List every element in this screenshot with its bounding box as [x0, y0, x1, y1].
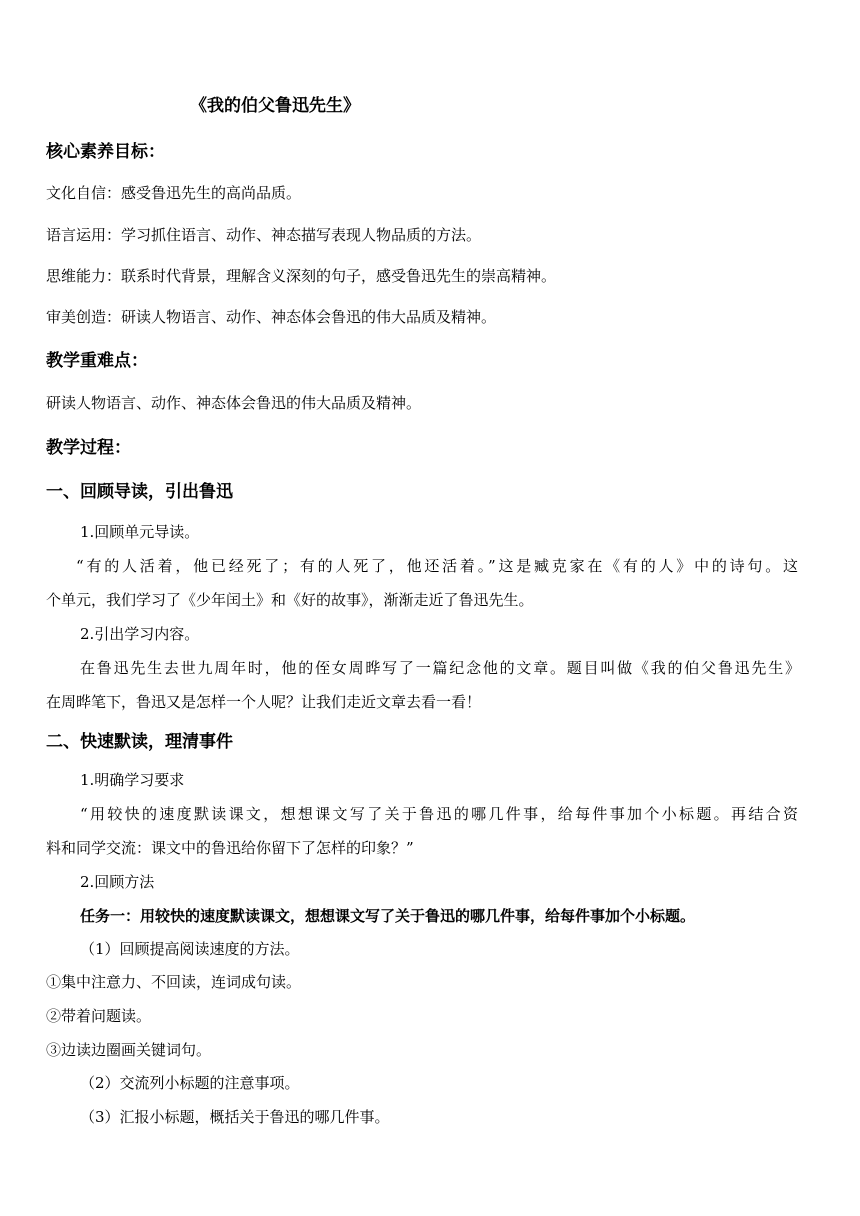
subsection-3: （3）汇报小标题，概括关于鲁迅的哪几件事。: [80, 1108, 390, 1126]
section-one-item-1: 1.回顾单元导读。: [80, 523, 200, 541]
subsection-2: （2）交流列小标题的注意事项。: [80, 1074, 300, 1092]
core-goal-item: 审美创造：研读人物语言、动作、神态体会鲁迅的伟大品质及精神。: [46, 308, 497, 326]
bullet-item-3: ③边读边圈画关键词句。: [46, 1041, 212, 1059]
core-goal-item: 文化自信：感受鲁迅先生的高尚品质。: [46, 184, 302, 202]
section-two-paragraph-1-line-1: “用较快的速度默读课文，想想课文写了关于鲁迅的哪几件事，给每件事加个小标题。再结合资: [80, 805, 798, 823]
key-points-text: 研读人物语言、动作、神态体会鲁迅的伟大品质及精神。: [46, 394, 422, 412]
task-one-text: 任务一：用较快的速度默读课文，想想课文写了关于鲁迅的哪几件事，给每件事加个小标题。: [80, 907, 696, 925]
section-one-paragraph-2-line-2: 在周晔笔下，鲁迅又是怎样一个人呢？让我们走近文章去看一看！: [46, 693, 482, 711]
section-two-item-1: 1.明确学习要求: [80, 771, 185, 789]
section-one-paragraph-1-line-2: 个单元，我们学习了《少年闰土》和《好的故事》，渐渐走近了鲁迅先生。: [46, 591, 534, 609]
section-one-heading: 一、回顾导读，引出鲁迅: [46, 482, 233, 502]
section-two-item-2: 2.回顾方法: [80, 873, 155, 891]
core-goal-item: 语言运用：学习抓住语言、动作、神态描写表现人物品质的方法。: [46, 226, 482, 244]
bullet-item-1: ①集中注意力、不回读，连词成句读。: [46, 973, 302, 991]
bullet-item-2: ②带着问题读。: [46, 1007, 152, 1025]
subsection-1: （1）回顾提高阅读速度的方法。: [80, 940, 300, 958]
section-two-heading: 二、快速默读，理清事件: [46, 732, 233, 752]
core-goal-item: 思维能力：联系时代背景，理解含义深刻的句子，感受鲁迅先生的崇高精神。: [46, 267, 557, 285]
document-title: 《我的伯父鲁迅先生》: [190, 96, 360, 116]
process-heading: 教学过程：: [46, 438, 131, 458]
section-one-paragraph-1-line-1: “有的人活着，他已经死了；有的人死了，他还活着。”这是臧克家在《有的人》中的诗句。这: [76, 557, 798, 575]
section-one-item-2: 2.引出学习内容。: [80, 625, 200, 643]
section-one-paragraph-2-line-1: 在鲁迅先生去世九周年时，他的侄女周晔写了一篇纪念他的文章。题目叫做《我的伯父鲁迅先生》: [80, 659, 800, 677]
core-goals-heading: 核心素养目标：: [46, 142, 165, 162]
section-two-paragraph-1-line-2: 料和同学交流：课文中的鲁迅给你留下了怎样的印象？”: [46, 839, 414, 857]
key-points-heading: 教学重难点：: [46, 351, 148, 371]
